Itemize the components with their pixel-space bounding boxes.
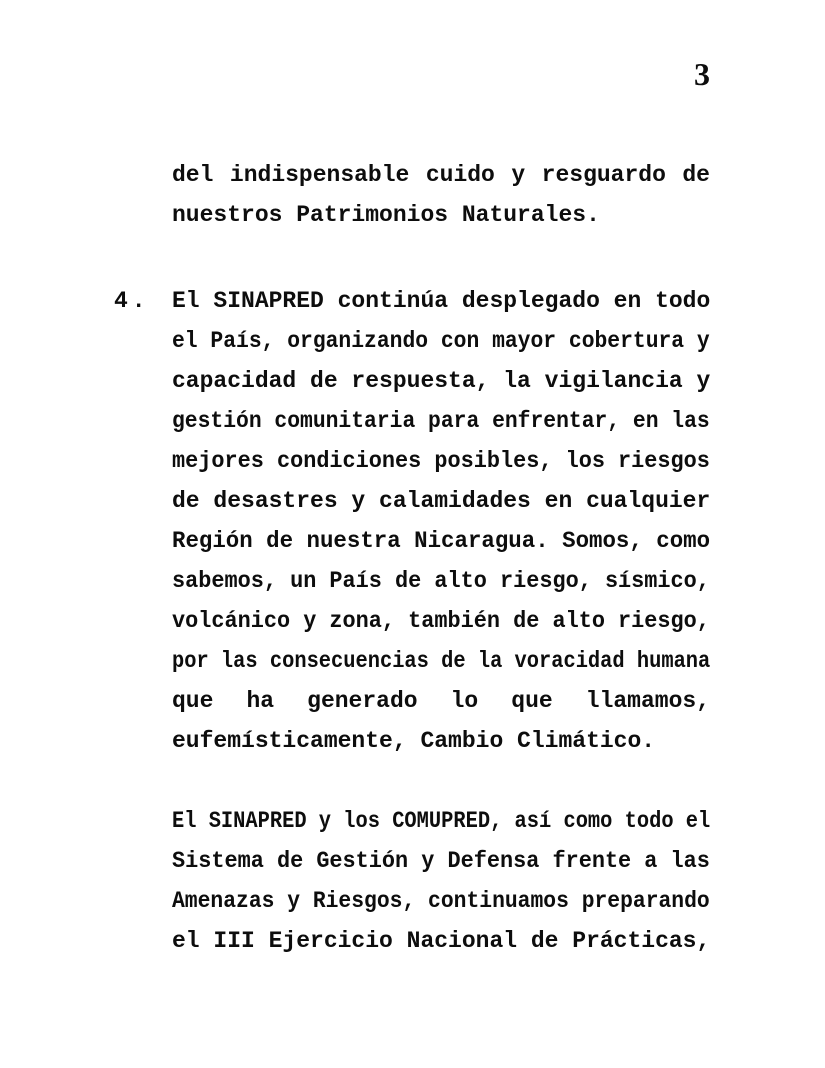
list-item-number: 4.	[114, 288, 150, 314]
intro-paragraph	[172, 155, 710, 235]
text-line: del indispensable cuido y resguardo de	[172, 162, 710, 188]
text-line: mejores condiciones posibles, los riesgos	[172, 448, 710, 474]
text-line: el País, organizando con mayor cobertura y	[172, 328, 710, 354]
page-number: 3	[694, 56, 710, 92]
text-line: sabemos, un País de alto riesgo, sísmico,	[172, 568, 710, 594]
text-line: Sistema de Gestión y Defensa frente a las	[172, 848, 710, 874]
text-line: capacidad de respuesta, la vigilancia y	[172, 368, 711, 394]
text-line: de desastres y calamidades en cualquier	[172, 488, 711, 514]
text-line: Región de nuestra Nicaragua. Somos, como	[172, 528, 711, 554]
text-line: Amenazas y Riesgos, continuamos preparando	[172, 888, 710, 914]
text-line: por las consecuencias de la voracidad humana	[172, 648, 711, 674]
item4-paragraph-1	[172, 281, 710, 761]
text-line: que ha generado lo que llamamos,	[172, 688, 710, 714]
text-line: nuestros Patrimonios Naturales.	[172, 202, 600, 228]
item4-paragraph-2	[172, 801, 710, 961]
text-line: volcánico y zona, también de alto riesgo,	[172, 608, 710, 634]
text-line: El SINAPRED y los COMUPRED, así como todo el	[172, 808, 711, 834]
text-line: el III Ejercicio Nacional de Prácticas,	[172, 928, 711, 954]
text-line: El SINAPRED continúa desplegado en todo	[172, 288, 711, 314]
text-line: eufemísticamente, Cambio Climático.	[172, 728, 656, 754]
text-line: gestión comunitaria para enfrentar, en las	[172, 408, 710, 434]
